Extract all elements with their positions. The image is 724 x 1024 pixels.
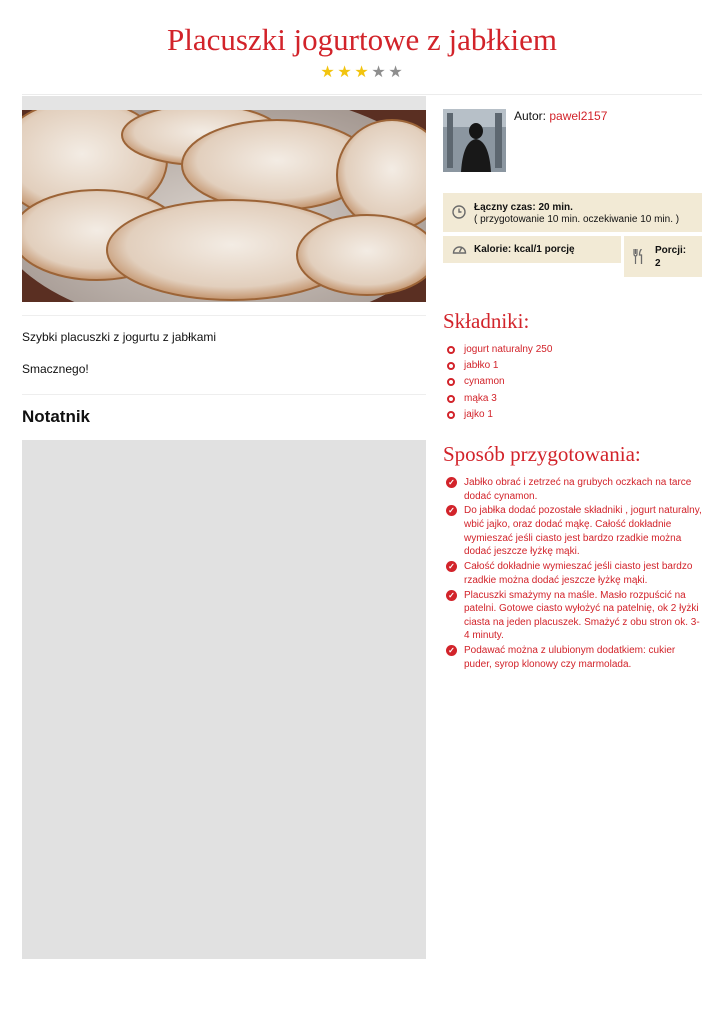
star-icon[interactable]: ★	[388, 64, 404, 81]
total-time-box	[443, 193, 702, 232]
ingredients-list	[447, 343, 552, 424]
cutlery-icon	[633, 249, 644, 267]
step-text: Do jabłka dodać pozostałe składniki , jogurt naturalny, wbić jajko, oraz dodać mąkę. Całość dokładnie wymieszać jeśli ciasto jest bardzo rzadkie można dodać jeszcze łyżkę mąki.	[464, 505, 702, 558]
description-line: Szybki placuszki z jogurtu z jabłkami	[22, 330, 217, 344]
description-line: Smacznego!	[22, 362, 89, 376]
step-text: Podawać można z ulubionym dodatkiem: cukier puder, syrop klonowy czy marmolada.	[464, 645, 676, 670]
time-detail: ( przygotowanie 10 min. oczekiwanie 10 min. )	[474, 214, 680, 225]
author-label: Autor:	[514, 109, 547, 123]
author-link[interactable]: pawel2157	[549, 109, 608, 123]
star-icon[interactable]: ★	[354, 64, 370, 81]
list-item[interactable]	[447, 359, 552, 375]
preparation-steps	[446, 476, 702, 673]
divider	[22, 94, 702, 95]
star-icon[interactable]: ★	[371, 64, 387, 81]
total-time: Łączny czas: 20 min.	[474, 202, 573, 213]
divider	[22, 302, 426, 316]
recipe-photo	[22, 110, 426, 302]
ingredients-title: Składniki:	[443, 309, 530, 333]
recipe-title: Placuszki jogurtowe z jabłkiem	[167, 22, 557, 57]
ingredient-text: cynamon	[464, 376, 505, 388]
list-item[interactable]	[447, 408, 552, 424]
ingredient-text: jogurt naturalny 250	[464, 344, 553, 355]
list-item[interactable]	[447, 343, 552, 359]
portions-value: 2	[655, 258, 661, 269]
list-item[interactable]	[447, 392, 552, 408]
bullet-icon	[447, 362, 455, 370]
ingredient-text: jabłko 1	[464, 360, 499, 372]
step-text: Całość dokładnie wymieszać jeśli ciasto jest bardzo rzadkie można dodać jeszcze łyżkę mąki.	[464, 561, 693, 586]
step-text: Jabłko obrać i zetrzeć na grubych oczkach na tarce dodać cynamon.	[464, 477, 692, 502]
ingredient-text: mąka 3	[464, 392, 497, 404]
list-item[interactable]	[446, 476, 702, 503]
ingredient-text: jajko 1	[464, 408, 493, 420]
list-item[interactable]	[446, 504, 702, 558]
checkmark-icon: ✓	[446, 505, 457, 516]
divider	[22, 394, 426, 395]
checkmark-icon: ✓	[446, 561, 457, 572]
list-item[interactable]	[447, 375, 552, 391]
photo-frame	[22, 96, 426, 110]
star-icon[interactable]: ★	[320, 64, 336, 81]
list-item[interactable]	[446, 644, 702, 671]
checkmark-icon: ✓	[446, 645, 457, 656]
list-item[interactable]	[446, 560, 702, 587]
recipe-description	[22, 330, 426, 394]
rating-stars[interactable]	[0, 62, 724, 82]
bullet-icon	[447, 395, 455, 403]
notes-title: Notatnik	[22, 407, 90, 426]
portions-box	[624, 236, 702, 277]
star-icon[interactable]: ★	[337, 64, 353, 81]
preparation-title: Sposób przygotowania:	[443, 442, 641, 466]
calories: Kalorie: kcal/1 porcję	[474, 244, 575, 255]
calories-box	[443, 236, 621, 263]
clock-icon	[452, 205, 466, 222]
author-line	[514, 109, 607, 123]
gauge-icon	[452, 242, 467, 258]
list-item[interactable]	[446, 589, 702, 643]
portions-label: Porcji:	[655, 245, 687, 256]
checkmark-icon: ✓	[446, 477, 457, 488]
bullet-icon	[447, 411, 455, 419]
checkmark-icon: ✓	[446, 590, 457, 601]
bullet-icon	[447, 378, 455, 386]
author-avatar[interactable]	[443, 109, 506, 172]
step-text: Placuszki smażymy na maśle. Masło rozpuścić na patelni. Gotowe ciasto wyłożyć na patelnię, ok 2 łyżki ciasta na jeden placuszek. Smażyć z obu stron ok. 3-4 minuty.	[464, 589, 700, 642]
bullet-icon	[447, 346, 455, 354]
notes-area[interactable]	[22, 440, 426, 959]
